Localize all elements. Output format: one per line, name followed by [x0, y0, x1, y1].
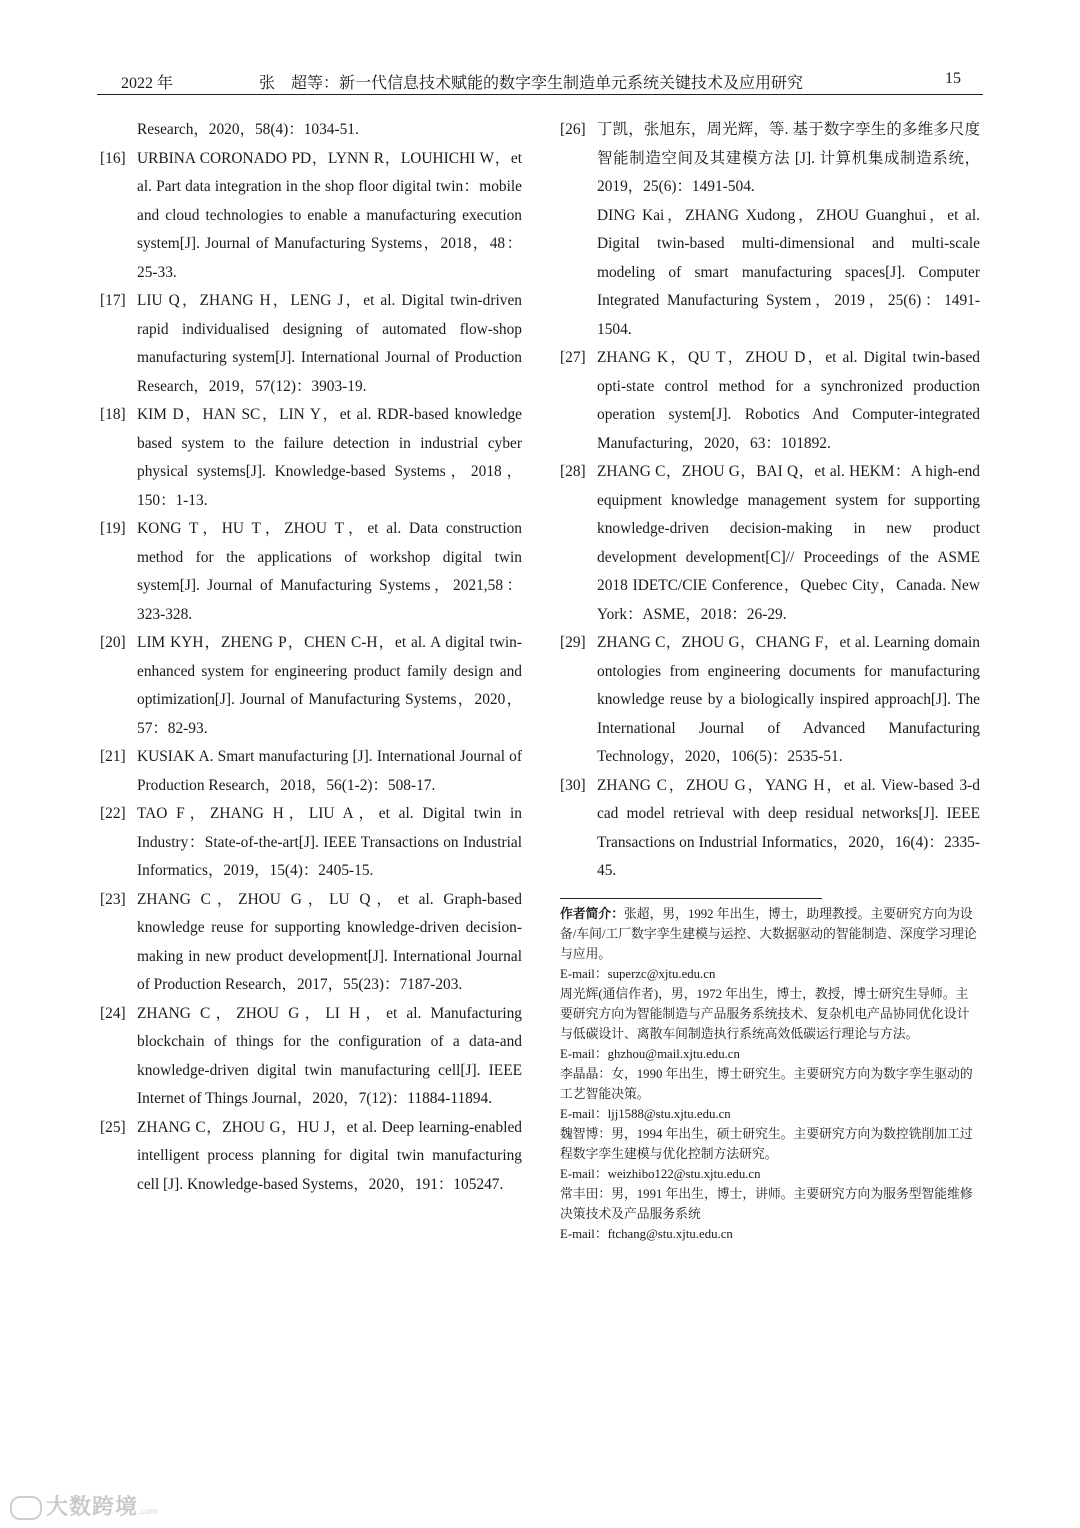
reference-entry	[98, 886, 522, 1000]
reference-entry	[98, 1114, 522, 1200]
reference-continuation: Research，2020，58(4)：1034-51.	[137, 121, 359, 138]
reference-entry	[98, 800, 522, 886]
reference-number: [23]	[100, 890, 126, 908]
reference-entry	[558, 629, 980, 772]
reference-number: [28]	[560, 463, 586, 480]
reference-number: [17]	[100, 292, 126, 309]
bio-label: 作者简介：	[560, 907, 624, 921]
left-reference-list	[98, 145, 522, 1200]
bio-line: E-mail：ljj1588@stu.xjtu.edu.cn	[560, 1107, 731, 1121]
reference-number: [24]	[100, 1004, 126, 1022]
bio-line: E-mail：weizhibo122@stu.xjtu.edu.cn	[560, 1167, 761, 1181]
header-title: 张 超等：新一代信息技术赋能的数字孪生制造单元系统关键技术及应用研究	[259, 75, 804, 92]
watermark-logo: 大数跨境.com	[10, 1490, 158, 1521]
bio-line: E-mail：ftchang@stu.xjtu.edu.cn	[560, 1227, 733, 1241]
reference-text: URBINA CORONADO PD，LYNN R，LOUHICHI W，et al. Part data integration in the shop floor digital twin：mobile and cloud technologies to enable a manufacturing execution system[J]. Journal of Manufacturing Systems，2018，48：25-33.	[137, 149, 522, 281]
reference-text: ZHANG C，ZHOU G，CHANG F，et al. Learning domain ontologies from engineering documents for manufacturing knowledge reuse by a biologically inspired approach[J]. The International Journal of Advanced Manufacturing Technology，2020，106(5)：2535-51.	[597, 634, 980, 765]
right-reference-list	[558, 344, 980, 886]
reference-text: ZHANG K，QU T，ZHOU D，et al. Digital twin-based opti-state control method for a synchronized production operation system[J]. Robotics And Computer-integrated Manufacturing，2020，63：101892.	[597, 349, 980, 452]
bio-first	[560, 904, 980, 964]
reference-number: [30]	[560, 776, 586, 794]
bio-line: 常丰田：男，1991 年出生，博士，讲师。主要研究方向为服务型智能维修决策技术及产品服务系统	[560, 1187, 973, 1221]
bio-line: 周光辉(通信作者)，男，1972 年出生，博士，教授，博士研究生导师。主要研究方向为智能制造与产品服务系统技术、复杂机电产品协同优化设计与低碳设计、离散车间制造执行系统高效低碳运行理论与方法。	[560, 987, 970, 1041]
reference-entry	[98, 515, 522, 629]
reference-text: ZHANG C，ZHOU G，LU Q，et al. Graph-based knowledge reuse for supporting knowledge-driven decision-making in new product development[J]. International Journal of Production Research，2017，55(23)：7187-203.	[137, 890, 522, 993]
reference-number: [20]	[100, 634, 126, 651]
reference-number: [19]	[100, 520, 126, 537]
reference-entry	[558, 458, 980, 629]
running-header	[97, 68, 983, 95]
reference-text: KIM D，HAN SC，LIN Y，et al. RDR-based knowledge based system to the failure detection in industrial cyber physical systems[J]. Knowledge-based Systems，2018，150：1-13.	[137, 406, 522, 509]
bio-lines	[560, 964, 980, 1244]
reference-entry	[558, 772, 980, 886]
reference-text: TAO F，ZHANG H，LIU A，et al. Digital twin in Industry：State-of-the-art[J]. IEEE Transactions on Industrial Informatics，2019，15(4)：2405-15.	[137, 805, 522, 879]
reference-number: [22]	[100, 805, 126, 822]
reference-entry	[98, 743, 522, 800]
left-column-references	[98, 116, 522, 1199]
bio-line: E-mail：ghzhou@mail.xjtu.edu.cn	[560, 1047, 740, 1061]
bio-first-text: 张超，男，1992 年出生，博士，助理教授。主要研究方向为设备/车间/工厂数字孪生建模与运控、大数据驱动的智能制造、深度学习理论与应用。	[560, 907, 977, 961]
reference-number: [27]	[560, 349, 586, 366]
reference-number: [21]	[100, 748, 126, 765]
reference-number: [18]	[100, 406, 126, 423]
reference-text: ZHANG C，ZHOU G，LI H，et al. Manufacturing blockchain of things for the configuration of a data-and knowledge-driven digital twin manufacturing cell[J]. IEEE Internet of Things Journal，2020，7(12)：11884-11894.	[137, 1004, 522, 1107]
reference-entry	[98, 145, 522, 288]
reference-entry	[558, 344, 980, 458]
reference-text: KUSIAK A. Smart manufacturing [J]. International Journal of Production Research，2018，56(1-2)：508-17.	[137, 748, 522, 794]
reference-entry	[98, 401, 522, 515]
header-year: 2022 年	[121, 75, 174, 92]
reference-entry-26	[558, 116, 980, 344]
reference-entry	[98, 629, 522, 743]
watermark-icon	[10, 1496, 42, 1520]
reference-text: ZHANG C，ZHOU G，YANG H，et al. View-based 3-d cad model retrieval with deep residual networks[J]. IEEE Transactions on Industrial Informatics，2020，16(4)：2335-45.	[597, 776, 980, 879]
reference-text: 丁凯，张旭东，周光辉，等. 基于数字孪生的多维多尺度智能制造空间及其建模方法 [J]. 计算机集成制造系统，2019，25(6)：1491-504.	[597, 121, 980, 195]
reference-text: LIU Q，ZHANG H，LENG J，et al. Digital twin-driven rapid individualised designing of automated flow-shop manufacturing system[J]. International Journal of Production Research，2019，57(12)：3903-19.	[137, 292, 522, 395]
bio-line: 李晶晶：女，1990 年出生，博士研究生。主要研究方向为数字孪生驱动的工艺智能决策。	[560, 1067, 973, 1101]
reference-entry	[98, 287, 522, 401]
footnote-divider	[560, 898, 822, 899]
bio-line: E-mail：superzc@xjtu.edu.cn	[560, 967, 716, 981]
reference-text: KONG T，HU T，ZHOU T，et al. Data construction method for the applications of workshop digital twin system[J]. Journal of Manufacturing Systems，2021,58：323-328.	[137, 520, 522, 623]
page-number: 15	[945, 70, 961, 87]
right-column-references	[558, 116, 980, 886]
bio-line: 魏智博：男，1994 年出生，硕士研究生。主要研究方向为数控铣削加工过程数字孪生建模与优化控制方法研究。	[560, 1127, 973, 1161]
reference-number: [29]	[560, 634, 586, 651]
reference-text: ZHANG C，ZHOU G，BAI Q，et al. HEKM：A high-end equipment knowledge management system for supporting knowledge-driven decision-making in new product development development[C]// Proceedings of the ASME 2018 IDETC/CIE Conference，Quebec City，Canada. New York：ASME，2018：26-29.	[597, 463, 980, 623]
reference-entry	[98, 1000, 522, 1114]
reference-number: [26]	[560, 121, 586, 138]
reference-number: [16]	[100, 149, 126, 167]
reference-english-translation: DING Kai，ZHANG Xudong，ZHOU Guanghui，et al. Digital twin-based multi-dimensional and multi-scale modeling of smart manufacturing spaces[J]. Computer Integrated Manufacturing System，2019，25(6)：1491-1504.	[597, 206, 980, 338]
reference-number: [25]	[100, 1118, 126, 1136]
reference-text: ZHANG C，ZHOU G，HU J，et al. Deep learning-enabled intelligent process planning for digital twin manufacturing cell [J]. Knowledge-based Systems，2020，191：105247.	[137, 1118, 522, 1193]
reference-text: LIM KYH，ZHENG P，CHEN C-H，et al. A digital twin-enhanced system for engineering product family design and optimization[J]. Journal of Manufacturing Systems，2020，57：82-93.	[137, 634, 522, 737]
author-bios	[560, 904, 980, 1244]
